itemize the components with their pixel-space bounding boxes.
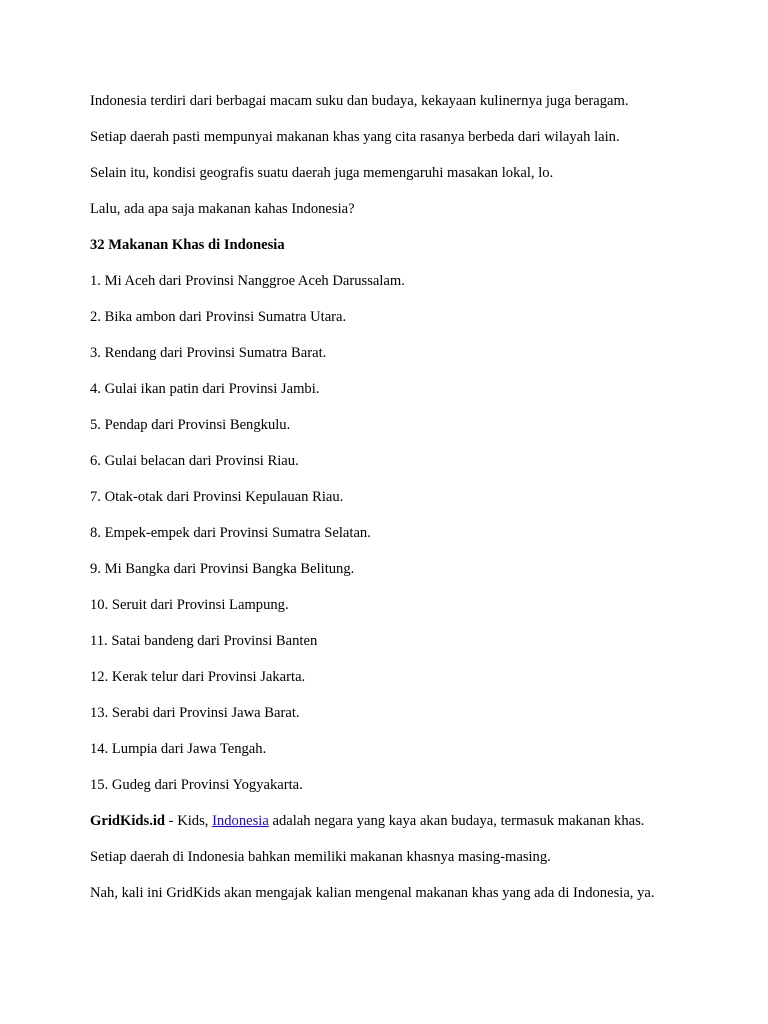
list-item: 5. Pendap dari Provinsi Bengkulu. — [90, 417, 291, 433]
intro-paragraph-1: Indonesia terdiri dari berbagai macam suku dan budaya, kekayaan kulinernya juga beragam. — [90, 93, 629, 109]
credit-separator: - Kids, — [165, 813, 213, 829]
indonesia-link[interactable]: Indonesia — [212, 813, 269, 829]
list-item: 14. Lumpia dari Jawa Tengah. — [90, 741, 267, 757]
intro-paragraph-3: Selain itu, kondisi geografis suatu daerah juga memengaruhi masakan lokal, lo. — [90, 165, 554, 181]
list-item: 15. Gudeg dari Provinsi Yogyakarta. — [90, 777, 303, 793]
outro-paragraph-1: Setiap daerah di Indonesia bahkan memiliki makanan khasnya masing-masing. — [90, 849, 551, 865]
document-page — [90, 91, 740, 919]
list-item: 1. Mi Aceh dari Provinsi Nanggroe Aceh Darussalam. — [90, 273, 405, 289]
credit-paragraph — [90, 811, 740, 831]
credit-rest: adalah negara yang kaya akan budaya, termasuk makanan khas. — [268, 813, 645, 829]
list-item: 7. Otak-otak dari Provinsi Kepulauan Riau. — [90, 489, 344, 505]
section-heading: 32 Makanan Khas di Indonesia — [90, 237, 285, 253]
list-item: 8. Empek-empek dari Provinsi Sumatra Selatan. — [90, 525, 371, 541]
list-item: 10. Seruit dari Provinsi Lampung. — [90, 597, 289, 613]
list-item: 2. Bika ambon dari Provinsi Sumatra Utara. — [90, 309, 347, 325]
list-item: 12. Kerak telur dari Provinsi Jakarta. — [90, 669, 306, 685]
list-item: 11. Satai bandeng dari Provinsi Banten — [90, 633, 318, 649]
list-item: 6. Gulai belacan dari Provinsi Riau. — [90, 453, 299, 469]
credit-source: GridKids.id — [90, 813, 166, 829]
list-item: 3. Rendang dari Provinsi Sumatra Barat. — [90, 345, 327, 361]
intro-paragraph-4: Lalu, ada apa saja makanan kahas Indonesia? — [90, 201, 355, 217]
list-item: 9. Mi Bangka dari Provinsi Bangka Belitung. — [90, 561, 355, 577]
intro-paragraph-2: Setiap daerah pasti mempunyai makanan khas yang cita rasanya berbeda dari wilayah lain. — [90, 129, 620, 145]
list-item: 4. Gulai ikan patin dari Provinsi Jambi. — [90, 381, 320, 397]
list-item: 13. Serabi dari Provinsi Jawa Barat. — [90, 705, 300, 721]
outro-paragraph-2: Nah, kali ini GridKids akan mengajak kalian mengenal makanan khas yang ada di Indonesia, ya. — [90, 885, 655, 901]
